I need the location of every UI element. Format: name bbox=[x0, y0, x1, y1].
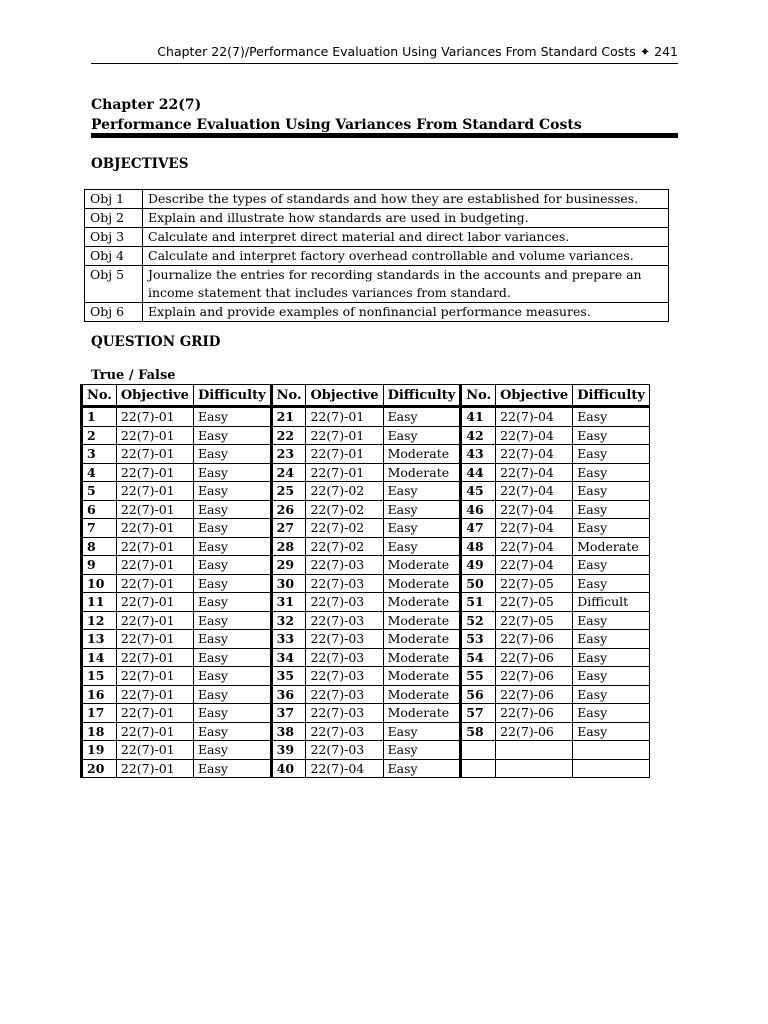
question-number: 38 bbox=[271, 722, 306, 741]
question-objective: 22(7)-03 bbox=[306, 574, 383, 593]
question-difficulty: Easy bbox=[193, 500, 271, 519]
question-difficulty: Easy bbox=[193, 593, 271, 612]
question-objective: 22(7)-01 bbox=[116, 704, 193, 723]
objective-row bbox=[85, 266, 669, 303]
question-objective: 22(7)-05 bbox=[496, 593, 573, 612]
question-number: 52 bbox=[461, 611, 496, 630]
question-difficulty: Easy bbox=[573, 574, 650, 593]
question-difficulty: Moderate bbox=[383, 630, 461, 649]
question-objective: 22(7)-01 bbox=[116, 759, 193, 778]
question-difficulty: Easy bbox=[193, 407, 271, 427]
question-difficulty: Easy bbox=[573, 463, 650, 482]
question-number: 4 bbox=[82, 463, 117, 482]
question-objective: 22(7)-01 bbox=[116, 537, 193, 556]
question-objective: 22(7)-01 bbox=[306, 445, 383, 464]
question-number: 25 bbox=[271, 482, 306, 501]
objective-id: Obj 5 bbox=[85, 266, 143, 303]
question-number: 2 bbox=[82, 426, 117, 445]
question-objective: 22(7)-03 bbox=[306, 667, 383, 686]
question-number: 12 bbox=[82, 611, 117, 630]
question-objective: 22(7)-02 bbox=[306, 537, 383, 556]
question-number: 51 bbox=[461, 593, 496, 612]
question-objective: 22(7)-04 bbox=[496, 407, 573, 427]
question-objective: 22(7)-01 bbox=[116, 722, 193, 741]
question-number: 6 bbox=[82, 500, 117, 519]
question-objective: 22(7)-04 bbox=[306, 759, 383, 778]
question-difficulty: Easy bbox=[383, 759, 461, 778]
question-number: 56 bbox=[461, 685, 496, 704]
question-number: 47 bbox=[461, 519, 496, 538]
question-objective: 22(7)-04 bbox=[496, 426, 573, 445]
question-difficulty: Easy bbox=[573, 500, 650, 519]
question-difficulty: Easy bbox=[383, 537, 461, 556]
difficulty-header: Difficulty bbox=[383, 385, 461, 407]
table-row bbox=[82, 556, 650, 575]
question-objective bbox=[496, 759, 573, 778]
question-objective: 22(7)-01 bbox=[306, 463, 383, 482]
objective-id: Obj 1 bbox=[85, 190, 143, 209]
question-difficulty: Easy bbox=[193, 667, 271, 686]
question-number: 23 bbox=[271, 445, 306, 464]
question-number: 11 bbox=[82, 593, 117, 612]
question-objective: 22(7)-06 bbox=[496, 704, 573, 723]
question-objective: 22(7)-04 bbox=[496, 556, 573, 575]
question-difficulty: Easy bbox=[383, 500, 461, 519]
question-number: 54 bbox=[461, 648, 496, 667]
objective-id: Obj 3 bbox=[85, 228, 143, 247]
table-row bbox=[82, 500, 650, 519]
difficulty-header: Difficulty bbox=[193, 385, 271, 407]
table-row bbox=[82, 704, 650, 723]
question-difficulty: Easy bbox=[573, 704, 650, 723]
question-objective: 22(7)-01 bbox=[116, 648, 193, 667]
question-difficulty: Easy bbox=[573, 611, 650, 630]
question-difficulty: Easy bbox=[193, 574, 271, 593]
question-objective: 22(7)-04 bbox=[496, 482, 573, 501]
question-objective: 22(7)-03 bbox=[306, 593, 383, 612]
question-objective: 22(7)-06 bbox=[496, 667, 573, 686]
question-difficulty: Moderate bbox=[383, 556, 461, 575]
question-number: 30 bbox=[271, 574, 306, 593]
chapter-name: Performance Evaluation Using Variances From Standard Costs bbox=[91, 117, 582, 133]
question-objective: 22(7)-01 bbox=[116, 482, 193, 501]
chapter-number: Chapter 22(7) bbox=[91, 97, 202, 113]
question-objective: 22(7)-01 bbox=[116, 407, 193, 427]
table-row bbox=[82, 611, 650, 630]
question-number: 50 bbox=[461, 574, 496, 593]
objective-text: Explain and illustrate how standards are used in budgeting. bbox=[143, 209, 669, 228]
question-number: 5 bbox=[82, 482, 117, 501]
question-difficulty: Easy bbox=[193, 482, 271, 501]
question-objective: 22(7)-01 bbox=[116, 519, 193, 538]
question-objective: 22(7)-03 bbox=[306, 648, 383, 667]
table-row bbox=[82, 407, 650, 427]
question-objective: 22(7)-04 bbox=[496, 463, 573, 482]
question-number: 16 bbox=[82, 685, 117, 704]
question-number: 26 bbox=[271, 500, 306, 519]
difficulty-header: Difficulty bbox=[573, 385, 650, 407]
question-difficulty: Easy bbox=[573, 556, 650, 575]
table-row bbox=[82, 759, 650, 778]
question-difficulty: Easy bbox=[193, 759, 271, 778]
table-row bbox=[82, 482, 650, 501]
question-difficulty: Easy bbox=[193, 704, 271, 723]
question-difficulty: Easy bbox=[573, 722, 650, 741]
question-difficulty: Easy bbox=[573, 407, 650, 427]
question-number: 18 bbox=[82, 722, 117, 741]
question-difficulty: Easy bbox=[383, 519, 461, 538]
question-number: 36 bbox=[271, 685, 306, 704]
question-objective: 22(7)-03 bbox=[306, 722, 383, 741]
question-number: 55 bbox=[461, 667, 496, 686]
true-false-subheading: True / False bbox=[91, 368, 176, 383]
objective-text: Explain and provide examples of nonfinancial performance measures. bbox=[143, 303, 669, 322]
question-difficulty: Easy bbox=[383, 426, 461, 445]
table-row bbox=[82, 574, 650, 593]
question-objective: 22(7)-02 bbox=[306, 500, 383, 519]
question-difficulty: Easy bbox=[193, 648, 271, 667]
question-difficulty: Easy bbox=[193, 537, 271, 556]
question-difficulty: Moderate bbox=[383, 611, 461, 630]
grid-header-row bbox=[82, 385, 650, 407]
question-difficulty: Easy bbox=[193, 463, 271, 482]
question-objective: 22(7)-01 bbox=[116, 445, 193, 464]
question-objective: 22(7)-03 bbox=[306, 556, 383, 575]
question-number: 44 bbox=[461, 463, 496, 482]
question-difficulty: Easy bbox=[193, 630, 271, 649]
question-objective: 22(7)-04 bbox=[496, 500, 573, 519]
question-objective: 22(7)-06 bbox=[496, 630, 573, 649]
question-number: 15 bbox=[82, 667, 117, 686]
question-objective: 22(7)-05 bbox=[496, 611, 573, 630]
table-row bbox=[82, 445, 650, 464]
question-difficulty: Easy bbox=[193, 611, 271, 630]
chapter-title bbox=[91, 95, 678, 135]
question-objective: 22(7)-04 bbox=[496, 519, 573, 538]
question-objective: 22(7)-03 bbox=[306, 630, 383, 649]
question-objective: 22(7)-04 bbox=[496, 445, 573, 464]
objective-text: Calculate and interpret factory overhead controllable and volume variances. bbox=[143, 247, 669, 266]
question-difficulty: Moderate bbox=[383, 463, 461, 482]
table-row bbox=[82, 463, 650, 482]
objectives-heading: OBJECTIVES bbox=[91, 156, 189, 172]
question-objective: 22(7)-01 bbox=[116, 667, 193, 686]
question-objective bbox=[496, 741, 573, 760]
objective-id: Obj 6 bbox=[85, 303, 143, 322]
question-number: 10 bbox=[82, 574, 117, 593]
question-difficulty: Moderate bbox=[383, 704, 461, 723]
number-header: No. bbox=[271, 385, 306, 407]
question-objective: 22(7)-01 bbox=[306, 407, 383, 427]
question-number: 37 bbox=[271, 704, 306, 723]
question-difficulty: Easy bbox=[383, 741, 461, 760]
question-number: 45 bbox=[461, 482, 496, 501]
question-number: 20 bbox=[82, 759, 117, 778]
question-objective: 22(7)-05 bbox=[496, 574, 573, 593]
question-number: 27 bbox=[271, 519, 306, 538]
question-difficulty: Moderate bbox=[383, 593, 461, 612]
question-difficulty: Moderate bbox=[383, 574, 461, 593]
question-grid-table bbox=[80, 384, 650, 778]
question-number: 58 bbox=[461, 722, 496, 741]
question-difficulty: Easy bbox=[383, 482, 461, 501]
question-objective: 22(7)-01 bbox=[116, 556, 193, 575]
question-difficulty: Easy bbox=[193, 426, 271, 445]
question-number: 3 bbox=[82, 445, 117, 464]
objective-text: Calculate and interpret direct material and direct labor variances. bbox=[143, 228, 669, 247]
question-difficulty: Easy bbox=[193, 556, 271, 575]
question-number: 28 bbox=[271, 537, 306, 556]
question-difficulty: Easy bbox=[193, 685, 271, 704]
question-number: 19 bbox=[82, 741, 117, 760]
question-objective: 22(7)-06 bbox=[496, 722, 573, 741]
table-row bbox=[82, 426, 650, 445]
question-objective: 22(7)-01 bbox=[116, 630, 193, 649]
table-row bbox=[82, 630, 650, 649]
question-objective: 22(7)-03 bbox=[306, 685, 383, 704]
objective-row bbox=[85, 247, 669, 266]
question-number: 8 bbox=[82, 537, 117, 556]
objective-id: Obj 2 bbox=[85, 209, 143, 228]
question-difficulty: Moderate bbox=[383, 445, 461, 464]
title-rule bbox=[91, 133, 678, 138]
question-number: 57 bbox=[461, 704, 496, 723]
question-difficulty: Moderate bbox=[383, 667, 461, 686]
question-objective: 22(7)-04 bbox=[496, 537, 573, 556]
question-number: 29 bbox=[271, 556, 306, 575]
objective-header: Objective bbox=[306, 385, 383, 407]
question-number: 46 bbox=[461, 500, 496, 519]
question-number: 34 bbox=[271, 648, 306, 667]
table-row bbox=[82, 685, 650, 704]
question-number: 31 bbox=[271, 593, 306, 612]
question-number bbox=[461, 741, 496, 760]
question-number: 21 bbox=[271, 407, 306, 427]
question-number: 48 bbox=[461, 537, 496, 556]
question-objective: 22(7)-01 bbox=[116, 611, 193, 630]
question-difficulty: Easy bbox=[573, 445, 650, 464]
objective-header: Objective bbox=[116, 385, 193, 407]
objective-row bbox=[85, 209, 669, 228]
question-grid-heading: QUESTION GRID bbox=[91, 334, 221, 350]
question-objective: 22(7)-01 bbox=[116, 574, 193, 593]
question-difficulty: Easy bbox=[193, 722, 271, 741]
question-number: 42 bbox=[461, 426, 496, 445]
question-number: 14 bbox=[82, 648, 117, 667]
question-difficulty: Moderate bbox=[573, 537, 650, 556]
table-row bbox=[82, 667, 650, 686]
question-number: 7 bbox=[82, 519, 117, 538]
question-objective: 22(7)-03 bbox=[306, 611, 383, 630]
question-number: 41 bbox=[461, 407, 496, 427]
question-difficulty: Easy bbox=[573, 482, 650, 501]
objective-text: Describe the types of standards and how they are established for businesses. bbox=[143, 190, 669, 209]
question-objective: 22(7)-01 bbox=[116, 685, 193, 704]
question-difficulty: Easy bbox=[193, 741, 271, 760]
question-difficulty: Easy bbox=[383, 407, 461, 427]
question-difficulty: Easy bbox=[193, 445, 271, 464]
question-number: 33 bbox=[271, 630, 306, 649]
question-difficulty: Easy bbox=[573, 648, 650, 667]
question-objective: 22(7)-03 bbox=[306, 741, 383, 760]
question-number: 53 bbox=[461, 630, 496, 649]
question-objective: 22(7)-01 bbox=[116, 463, 193, 482]
question-objective: 22(7)-01 bbox=[306, 426, 383, 445]
running-head: Chapter 22(7)/Performance Evaluation Using Variances From Standard Costs ✦ 241 bbox=[91, 44, 678, 64]
question-difficulty: Easy bbox=[573, 519, 650, 538]
question-difficulty: Moderate bbox=[383, 685, 461, 704]
objective-header: Objective bbox=[496, 385, 573, 407]
question-difficulty: Easy bbox=[573, 426, 650, 445]
question-number: 1 bbox=[82, 407, 117, 427]
objective-text: Journalize the entries for recording standards in the accounts and prepare an income statement that includes variances from standard. bbox=[143, 266, 669, 303]
question-number: 9 bbox=[82, 556, 117, 575]
question-objective: 22(7)-01 bbox=[116, 741, 193, 760]
question-number: 17 bbox=[82, 704, 117, 723]
question-number: 35 bbox=[271, 667, 306, 686]
question-difficulty: Easy bbox=[573, 667, 650, 686]
table-row bbox=[82, 537, 650, 556]
objective-id: Obj 4 bbox=[85, 247, 143, 266]
objectives-table bbox=[84, 189, 669, 322]
question-number bbox=[461, 759, 496, 778]
number-header: No. bbox=[82, 385, 117, 407]
question-difficulty bbox=[573, 759, 650, 778]
question-number: 32 bbox=[271, 611, 306, 630]
question-objective: 22(7)-02 bbox=[306, 519, 383, 538]
question-objective: 22(7)-06 bbox=[496, 685, 573, 704]
question-objective: 22(7)-01 bbox=[116, 593, 193, 612]
objective-row bbox=[85, 228, 669, 247]
question-objective: 22(7)-06 bbox=[496, 648, 573, 667]
question-difficulty: Easy bbox=[573, 630, 650, 649]
table-row bbox=[82, 648, 650, 667]
question-number: 39 bbox=[271, 741, 306, 760]
objective-row bbox=[85, 303, 669, 322]
question-number: 49 bbox=[461, 556, 496, 575]
question-difficulty: Difficult bbox=[573, 593, 650, 612]
table-row bbox=[82, 593, 650, 612]
table-row bbox=[82, 722, 650, 741]
question-difficulty: Easy bbox=[193, 519, 271, 538]
objective-row bbox=[85, 190, 669, 209]
question-objective: 22(7)-03 bbox=[306, 704, 383, 723]
question-number: 22 bbox=[271, 426, 306, 445]
table-row bbox=[82, 741, 650, 760]
question-difficulty: Easy bbox=[383, 722, 461, 741]
question-number: 24 bbox=[271, 463, 306, 482]
question-number: 13 bbox=[82, 630, 117, 649]
table-row bbox=[82, 519, 650, 538]
number-header: No. bbox=[461, 385, 496, 407]
question-objective: 22(7)-02 bbox=[306, 482, 383, 501]
question-difficulty bbox=[573, 741, 650, 760]
question-difficulty: Easy bbox=[573, 685, 650, 704]
question-objective: 22(7)-01 bbox=[116, 500, 193, 519]
question-difficulty: Moderate bbox=[383, 648, 461, 667]
question-objective: 22(7)-01 bbox=[116, 426, 193, 445]
question-number: 43 bbox=[461, 445, 496, 464]
question-number: 40 bbox=[271, 759, 306, 778]
